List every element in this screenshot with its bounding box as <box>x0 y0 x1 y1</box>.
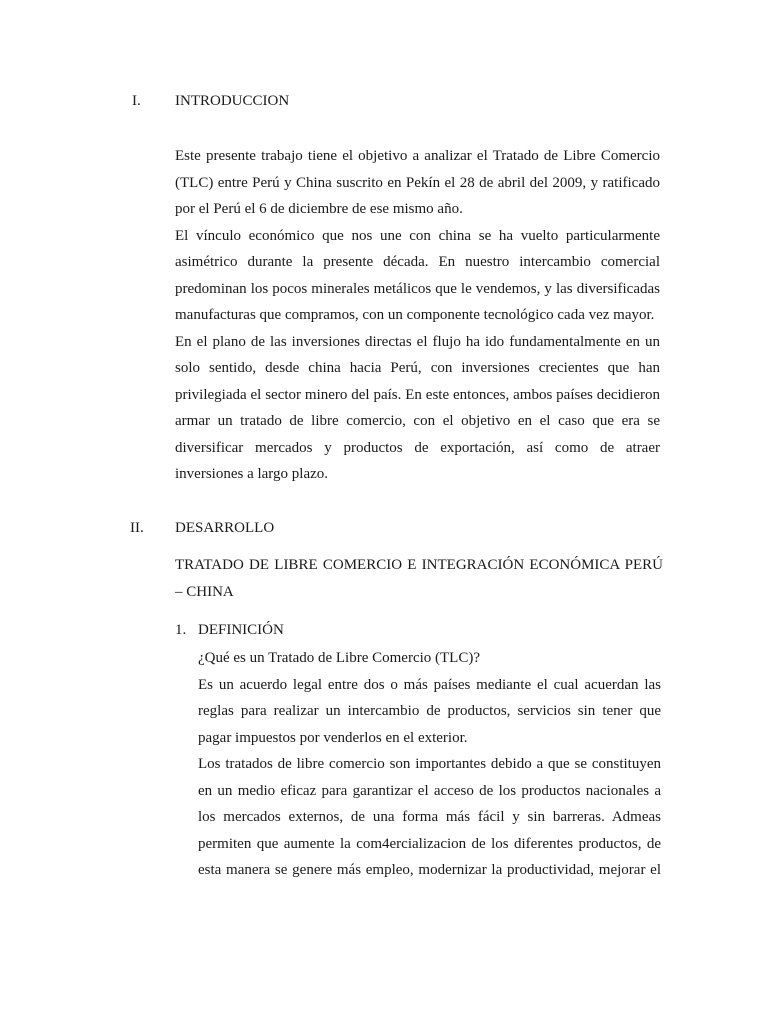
item-title: DEFINICIÓN <box>198 622 284 638</box>
section-heading-introduccion <box>132 91 532 111</box>
paragraph: Este presente trabajo tiene el objetivo a analizar el Tratado de Libre Comercio (TLC) entre Perú y China suscrito en Pekín el 28 de abril del 2009, y ratificado por el Perú el 6 de diciembre de ese mismo año. <box>175 148 660 217</box>
question-line: ¿Qué es un Tratado de Libre Comercio (TLC)? <box>198 650 481 666</box>
paragraph: El vínculo económico que nos une con china se ha vuelto particularmente asimétrico durante la presente década. En nuestro intercambio comercial predominan los pocos minerales metálicos que le vendemos, y las diversificadas manufacturas que compramos, con un componente tecnológico cada vez mayor. <box>175 227 660 323</box>
paragraph: Los tratados de libre comercio son importantes debido a que se constituyen en un medio eficaz para garantizar el acceso de los productos nacionales a los mercados externos, de una forma más fácil y sin barreras. Admeas permiten que aumente la com4ercializacion de los diferentes productos, de esta manera se genere más empleo, modernizar la productividad, mejorar el <box>198 756 661 878</box>
section-title: DESARROLLO <box>175 520 275 536</box>
section-heading-desarrollo <box>130 518 530 538</box>
section-subtitle: TRATADO DE LIBRE COMERCIO E INTEGRACIÓN ECONÓMICA PERÚ – CHINA <box>175 557 663 600</box>
section-number: I. <box>132 93 141 109</box>
paragraph: En el plano de las inversiones directas el flujo ha ido fundamentalmente en un solo sentido, desde china hacia Perú, con inversiones crecientes que han privilegiada el sector minero del país. En este entonces, ambos países decidieron armar un tratado de libre comercio, con el objetivo en el caso que era se diversificar mercados y productos de exportación, así como de atraer inversiones a largo plazo. <box>175 333 660 482</box>
paragraph: Es un acuerdo legal entre dos o más países mediante el cual acuerdan las reglas para realizar un intercambio de productos, servicios sin tener que pagar impuestos por venderlos en el exterior. <box>198 676 661 746</box>
item-number: 1. <box>175 622 187 638</box>
definicion-body <box>198 645 661 884</box>
subtitle-block <box>175 552 663 606</box>
section-title: INTRODUCCION <box>175 93 290 109</box>
item-heading-definicion <box>175 620 575 640</box>
introduccion-body <box>175 143 660 488</box>
section-number: II. <box>130 520 144 536</box>
